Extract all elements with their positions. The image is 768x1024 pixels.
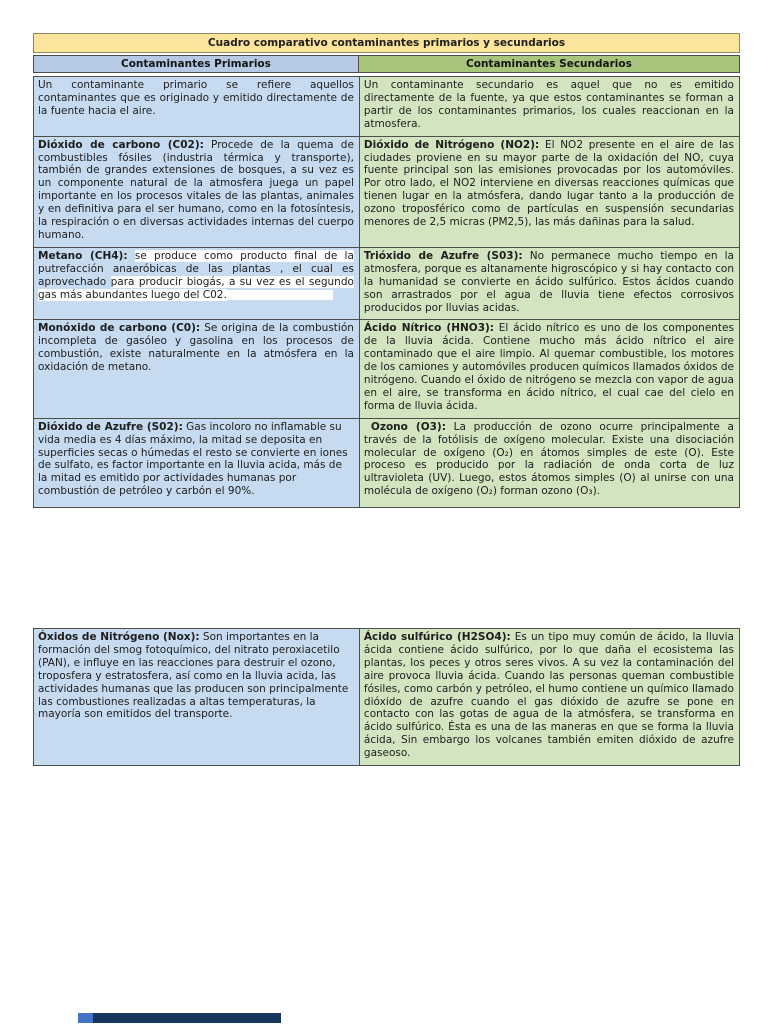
term-label: Óxidos de Nitrógeno (Nox): (38, 631, 200, 643)
cell-text: Un contaminante primario se refiere aquellos contaminantes que es originado y emitido directamente de la fuente hacia el aire. (38, 79, 354, 117)
comparative-table (33, 76, 740, 508)
cell-text: El ácido nítrico es uno de los componentes de la lluvia ácida. Contiene mucho más ácido nítrico el aire contaminado que el aire limpio. Al quemar combustible, los motores de los camiones y automóviles producen químicos llamados óxidos de nitrógeno. Cuando el óxido de nitrógeno se mezcla con vapor de agua en el aire, se transforma en ácido nítrico, el cual cae del cielo en forma de lluvia ácida. (363, 322, 734, 412)
term-label: Monóxido de carbono (C0): (38, 322, 201, 335)
co2-cell (33, 136, 359, 247)
cell-text: El NO2 presente en el aire de las ciudades proviene en su mayor parte de la oxidación del NO, cuya fuente principal son las emisiones provocadas por los automóviles. Por otro lado, el NO2 interviene en diversas reacciones químicas que tienen lugar en la atmósfera, dando lugar tanto a la producción de ozono troposférico como de partículas en suspensión secundarias menores de 2,5 micras (PM2,5), las más dañinas para la salud. (363, 138, 734, 229)
table-row (33, 418, 740, 507)
highlight-spacer (227, 290, 333, 300)
highlighted-text: se produce como producto final de la (134, 249, 354, 262)
comparative-table-continued (33, 628, 740, 766)
table-row (33, 136, 740, 247)
ch4-cell (33, 247, 359, 320)
next-page-peek-bar (78, 1013, 281, 1023)
header-primary: Contaminantes Primarios (33, 55, 359, 73)
term-label: Dióxido de Azufre (S02): (38, 420, 183, 433)
term-label: Ácido Nítrico (HNO3): (363, 322, 494, 335)
co-cell (33, 319, 359, 417)
nox-cell (33, 628, 359, 765)
table-row (33, 76, 740, 136)
document-page (33, 33, 740, 760)
table-row (33, 628, 740, 765)
cell-text: Se origina de la combustión incompleta de gasóleo y gasolina en los procesos de combustión, existe naturalmente en la atmósfera en la oxidación de metano. (38, 322, 354, 374)
term-label: Metano (CH4): (38, 249, 128, 262)
cell-text: Procede de la quema de combustibles fósiles (industria térmica y transporte), también de grandes extensiones de bosques, a su vez es un componente natural de la atmosfera juega un papel importante en los procesos vitales de las plantas, animales y en definitiva para el ser humano, como en la fotosíntesis, la respiración o en diversas actividades internas del cuerpo humano. (38, 138, 354, 241)
term-label: Dióxido de carbono (C02): (38, 138, 204, 151)
cell-text: La producción de ozono ocurre principalmente a través de la fotólisis de oxígeno molecular. Existe una disociación molecular de oxígeno (O₂) en átomos simples de este (O). Este proceso es producido por la radiación de onda corta de luz ultravioleta (UV). Luego, estos átomos simples (O) al unirse con una molécula de oxígeno (O₂) forman ozono (O₃). (363, 420, 734, 498)
h2so4-cell (359, 628, 740, 765)
cell-text: putrefacción anaeróbicas de las plantas , el cual es aprovechado (38, 262, 354, 288)
cell-text: No permanece mucho tiempo en la atmosfera, porque es altanamente higroscópico y si hay contacto con la humanidad se convierte en ácido sulfúrico. Estos ácidos cuando son arrastrados por el agua de lluvia tiene efectos corrosivos producidos por lluvias acidas. (363, 249, 734, 314)
term-label: Dióxido de Nitrógeno (NO2): (363, 138, 540, 151)
cell-text: Gas incoloro no inflamable su vida media es 4 días máximo, la mitad se deposita en superficies secas o húmedas el resto se convierte en iones de sulfato, es factor importante en la lluvia acida, más de la mitad es emitido por actividades humanas por combustión de petróleo y carbón el 90%. (38, 420, 348, 498)
secondary-definition-cell (359, 76, 740, 136)
term-label: Ozono (O3): (370, 420, 446, 433)
cell-text: Es un tipo muy común de ácido, la lluvia ácida contiene ácido sulfúrico, por lo que daña el ecosistema las plantas, los peces y otros seres vivos. A su vez la contaminación del aire provoca lluvia ácida. Cuando las personas queman combustible fósiles, como carbón y petróleo, el humo contiene un químico llamado dióxido de azufre cuando el gas dióxido de azufre se pone en contacto con las gotas de agua de la atmósfera, se transforma en ácido sulfúrico. Ésta es una de las maneras en que se forma la lluvia ácida, Sin embargo los volcanes también emiten dióxido de azufre gaseoso. (363, 631, 734, 760)
highlighted-text: para producir biogás, a su vez es el segundo gas más abundantes luego del C02. (38, 275, 354, 301)
primary-definition-cell (33, 76, 359, 136)
term-label: Trióxido de Azufre (S03): (363, 249, 523, 262)
table-row (33, 319, 740, 417)
cell-text: Son importantes en la formación del smog fotoquímico, del nitrato peroxiacetilo (PAN), e influye en las reacciones para destruir el ozono, troposfera y estratosfera, así como en la lluvia acida, las actividades humanas que las producen son principalmente las combustiones realizadas a altas temperaturas, la mayoría son emitidos del transporte. (38, 631, 349, 721)
table-title: Cuadro comparativo contaminantes primarios y secundarios (33, 33, 740, 53)
next-page-peek-accent (78, 1013, 93, 1023)
header-row (33, 55, 740, 73)
so2-cell (33, 418, 359, 507)
o3-cell (359, 418, 740, 507)
term-label: Ácido sulfúrico (H2SO4): (363, 631, 511, 643)
hno3-cell (359, 319, 740, 417)
table-row (33, 247, 740, 320)
cell-text: Un contaminante secundario es aquel que no es emitido directamente de la fuente, ya que estos contaminantes se forman a partir de los contaminantes primarios, los cuales reaccionan en la atmosfera. (363, 79, 734, 130)
no2-cell (359, 136, 740, 247)
so3-cell (359, 247, 740, 320)
header-secondary: Contaminantes Secundarios (359, 55, 740, 73)
